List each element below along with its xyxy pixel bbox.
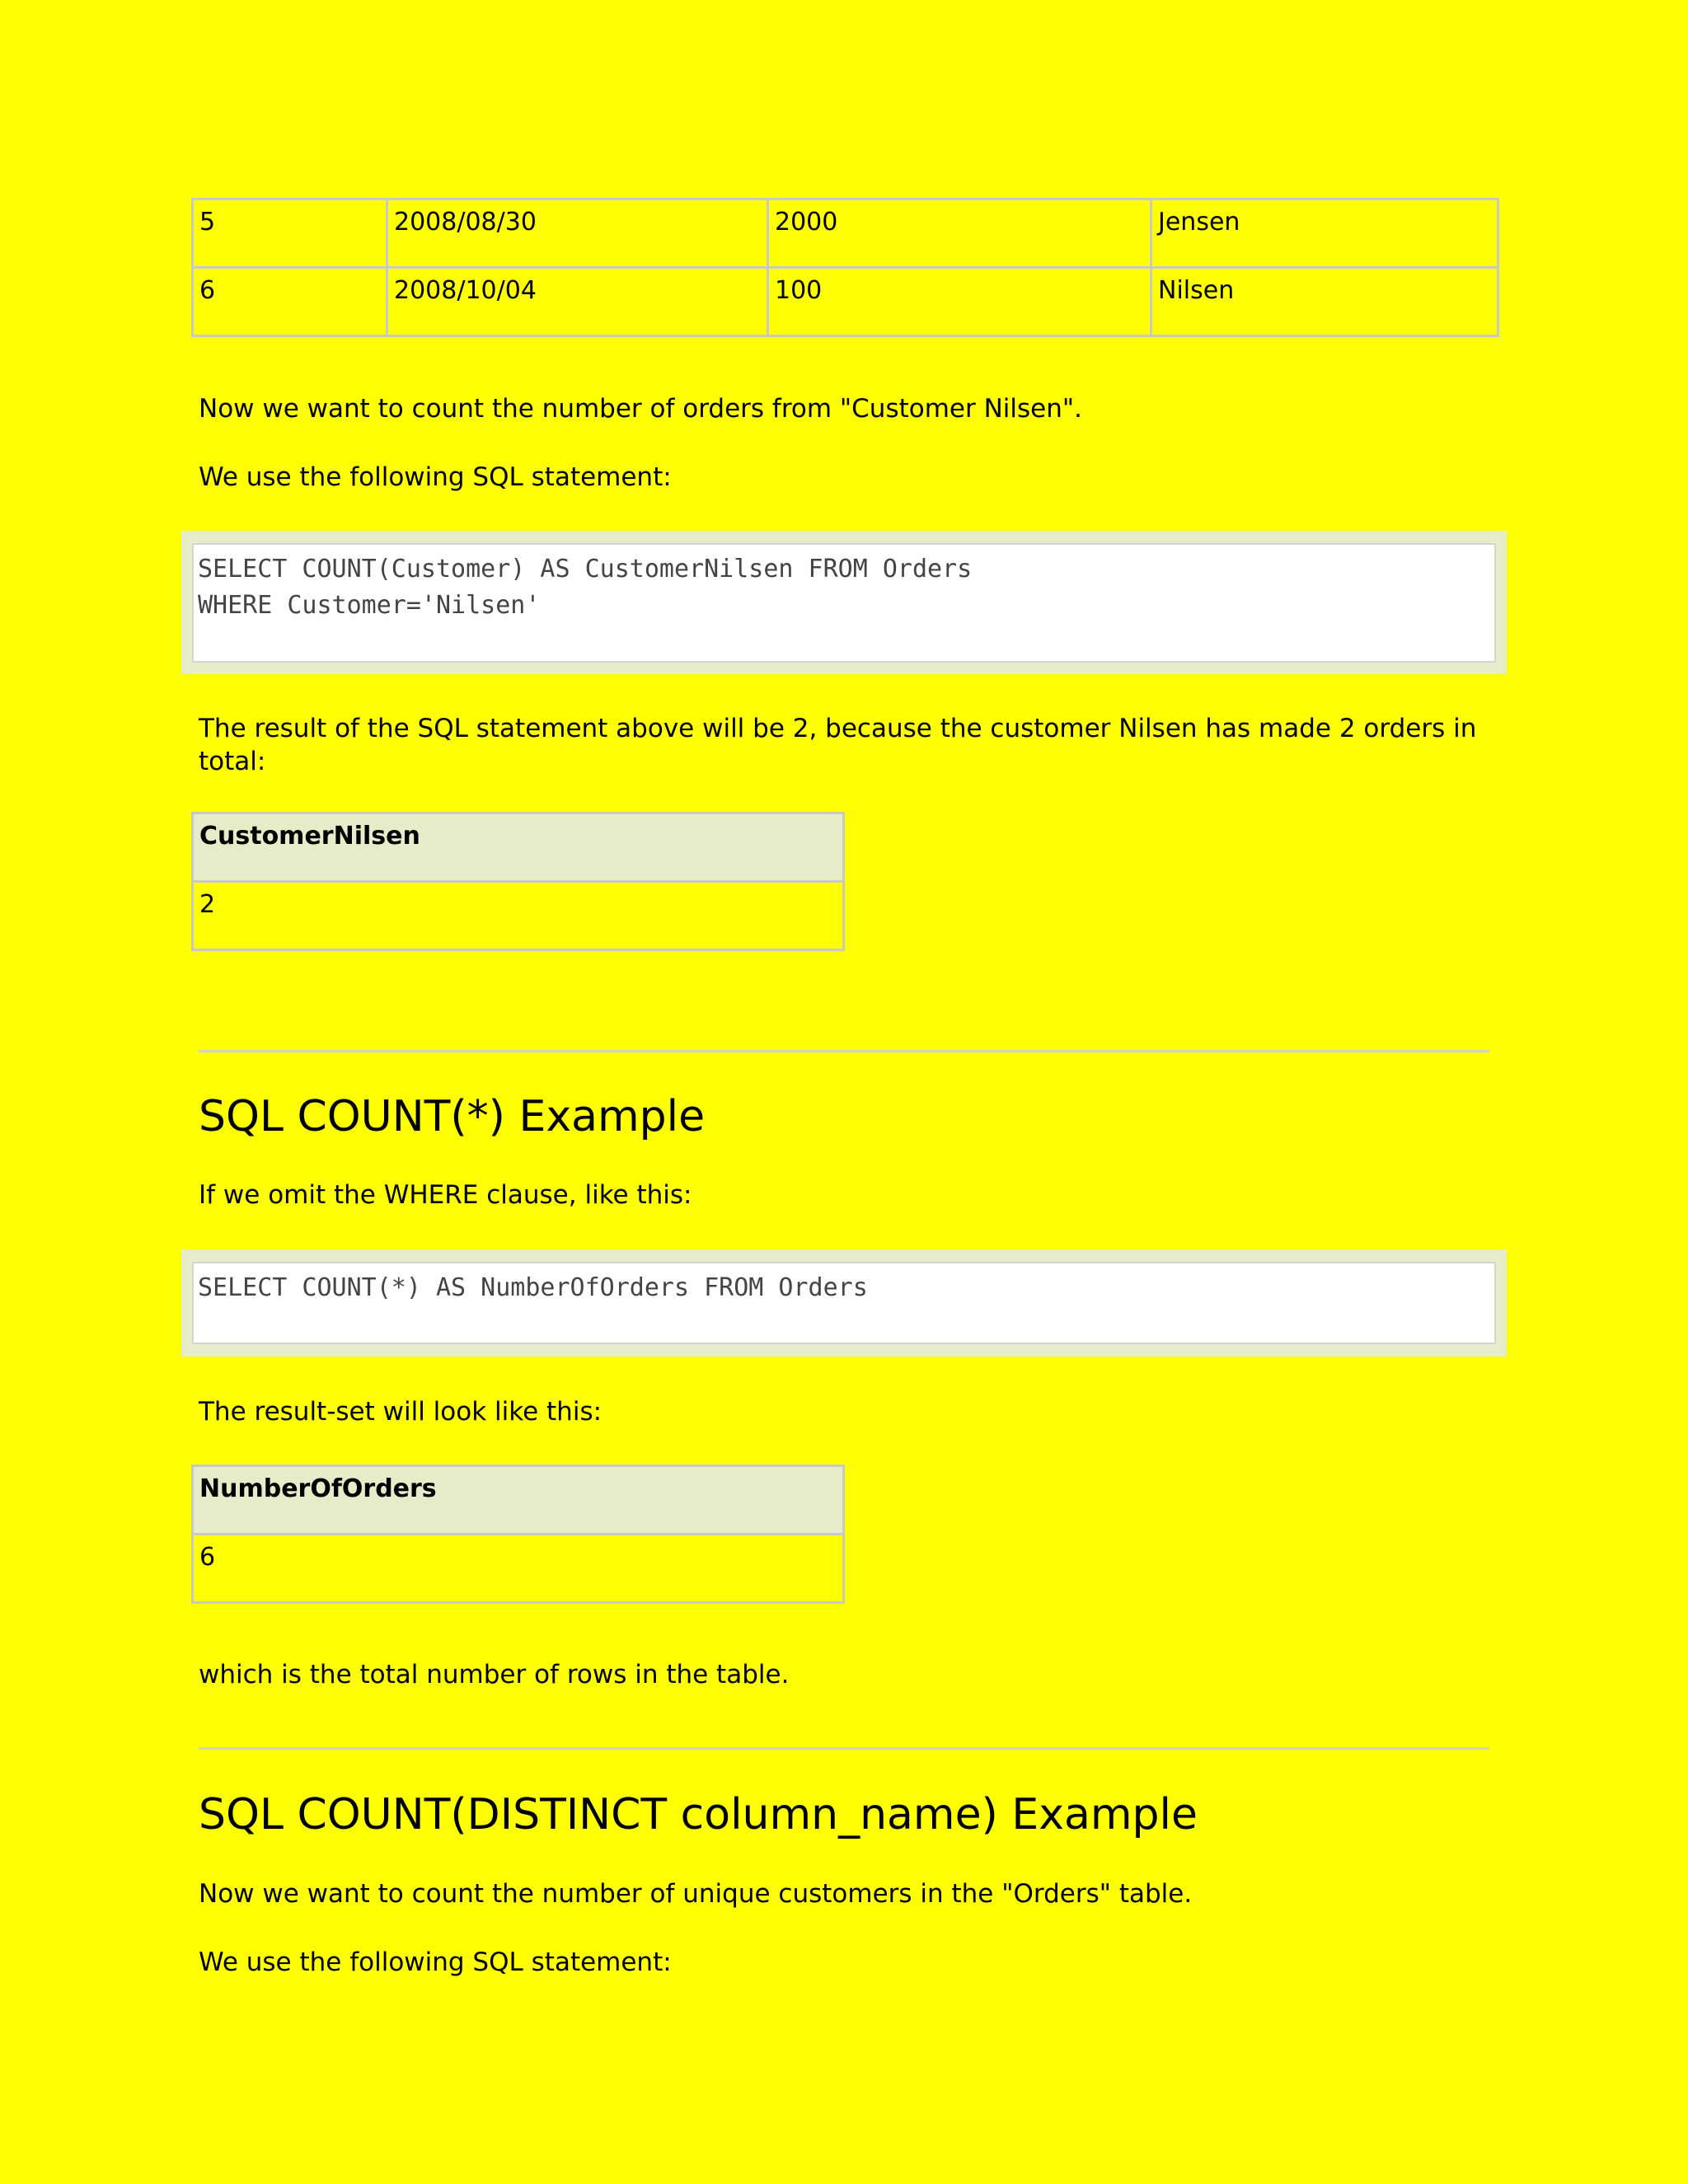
result-table-customer-nilsen	[191, 812, 845, 951]
table-row	[193, 1466, 844, 1535]
table-row	[193, 199, 1498, 268]
table-cell: Jensen	[1151, 199, 1498, 268]
paragraph: We use the following SQL statement:	[199, 1947, 672, 1977]
table-cell: 2008/10/04	[387, 268, 768, 336]
table-row	[193, 813, 844, 882]
paragraph: If we omit the WHERE clause, like this:	[199, 1180, 692, 1210]
code-block	[192, 1262, 1496, 1344]
table-cell: 5	[193, 199, 387, 268]
table-cell: 2	[193, 882, 844, 950]
result-table-number-of-orders	[191, 1465, 845, 1604]
paragraph: Now we want to count the number of unique customers in the "Orders" table.	[199, 1879, 1193, 1909]
paragraph: Now we want to count the number of orders from "Customer Nilsen".	[199, 394, 1082, 424]
table-row	[193, 1535, 844, 1603]
table-cell: 2000	[768, 199, 1151, 268]
table-header-cell: CustomerNilsen	[193, 813, 844, 882]
section-heading: SQL COUNT(*) Example	[199, 1092, 706, 1141]
table-cell: Nilsen	[1151, 268, 1498, 336]
code-line: WHERE Customer='Nilsen'	[198, 591, 541, 620]
paragraph: We use the following SQL statement:	[199, 462, 672, 492]
code-block	[192, 543, 1496, 663]
paragraph: The result-set will look like this:	[199, 1397, 603, 1427]
horizontal-divider	[199, 1747, 1489, 1750]
code-line: SELECT COUNT(*) AS NumberOfOrders FROM Orders	[198, 1273, 868, 1302]
code-example-box	[181, 531, 1507, 674]
paragraph: which is the total number of rows in the table.	[199, 1660, 790, 1690]
paragraph: The result of the SQL statement above will be 2, because the customer Nilsen has made 2 orders in total:	[199, 714, 1477, 776]
code-line: SELECT COUNT(Customer) AS CustomerNilsen FROM Orders	[198, 555, 973, 583]
table-row	[193, 882, 844, 950]
section-heading: SQL COUNT(DISTINCT column_name) Example	[199, 1790, 1198, 1840]
table-header-cell: NumberOfOrders	[193, 1466, 844, 1535]
table-cell: 100	[768, 268, 1151, 336]
table-cell: 6	[193, 268, 387, 336]
table-cell: 6	[193, 1535, 844, 1603]
table-row	[193, 268, 1498, 336]
code-example-box	[181, 1249, 1507, 1357]
table-cell: 2008/08/30	[387, 199, 768, 268]
orders-table	[191, 198, 1499, 337]
horizontal-divider	[199, 1050, 1489, 1052]
